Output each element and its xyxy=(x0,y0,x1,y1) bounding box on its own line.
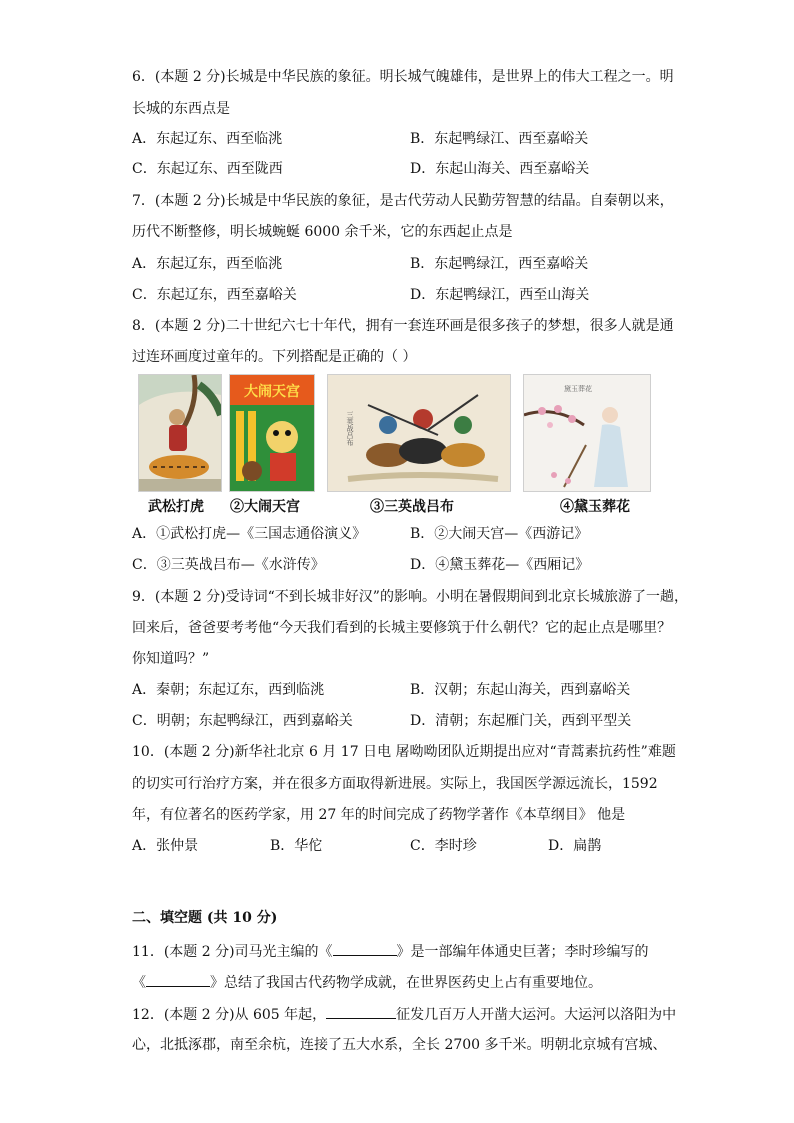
q11-stem-line2 xyxy=(132,972,602,992)
image-three-heroes xyxy=(327,374,511,492)
q11-blank-1[interactable] xyxy=(333,941,397,956)
q6-option-c[interactable]: C．东起辽东、西至陇西 xyxy=(132,161,283,177)
havoc-heaven-title: 大闹天宫 xyxy=(244,384,300,400)
q9-stem-line2: 回来后，爸爸要考考他“今天我们看到的长城主要修筑于什么朝代？它的起止点是哪里？ xyxy=(132,620,672,636)
q8-option-d[interactable]: D．④黛玉葬花—《西厢记》 xyxy=(410,557,590,573)
havoc-heaven-poster xyxy=(230,375,314,491)
q10-stem-line1: 10．(本题 2 分)新华社北京 6 月 17 日电 屠呦呦团队近期提出应对“青蒿素抗药性”难题 xyxy=(132,744,676,760)
caption-daiyu: ④黛玉葬花 xyxy=(560,499,630,515)
three-heroes-title: 三英战吕布 xyxy=(346,411,354,446)
q8-option-a[interactable]: A．①武松打虎—《三国志通俗演义》 xyxy=(132,526,367,542)
q7-option-d[interactable]: D．东起鸭绿江，西至山海关 xyxy=(410,287,590,303)
q7-stem-line1: 7．(本题 2 分)长城是中华民族的象征，是古代劳动人民勤劳智慧的结晶。自秦朝以来， xyxy=(132,193,674,209)
q10-stem-line3: 年，有位著名的医药学家，用 27 年的时间完成了药物学著作《本草纲目》 他是 xyxy=(132,807,626,823)
q10-stem-line2: 的切实可行治疗方案，并在很多方面取得新进展。实际上，我国医学源远流长，1592 xyxy=(132,776,658,792)
q9-option-d[interactable]: D．清朝；东起雁门关，西到平型关 xyxy=(410,713,632,729)
q8-option-b[interactable]: B．②大闹天宫—《西游记》 xyxy=(410,526,589,542)
image-havoc-heaven xyxy=(229,374,315,492)
q6-option-d[interactable]: D．东起山海关、西至嘉峪关 xyxy=(410,161,590,177)
q6-stem-line1: 6．(本题 2 分)长城是中华民族的象征。明长城气魄雄伟，是世界上的伟大工程之一。明 xyxy=(132,69,674,85)
q12-stem-line2: 心，北抵涿郡，南至余杭，连接了五大水系，全长 2700 多千米。明朝北京城有宫城、 xyxy=(132,1037,667,1053)
daiyu-flowers-title: 黛玉葬花 xyxy=(564,385,592,393)
q9-stem-line1: 9．(本题 2 分)受诗词“不到长城非好汉”的影响。小明在暑假期间到北京长城旅游了一趟， xyxy=(132,589,688,605)
q10-option-d[interactable]: D．扁鹊 xyxy=(548,838,602,854)
section-fill-blank-title: 二、填空题 (共 10 分) xyxy=(132,910,278,926)
caption-three-heroes: ③三英战吕布 xyxy=(370,499,454,515)
q11-text-part4: 》总结了我国古代药物学成就，在世界医药史上占有重要地位。 xyxy=(210,975,602,991)
q9-option-a[interactable]: A．秦朝；东起辽东，西到临洮 xyxy=(132,682,325,698)
image-daiyu-flowers xyxy=(523,374,651,492)
q12-text-part1: 12．(本题 2 分)从 605 年起， xyxy=(132,1007,327,1023)
q12-stem-line1 xyxy=(132,1004,676,1024)
q11-stem-line1 xyxy=(132,941,649,961)
q9-stem-line3: 你知道吗？” xyxy=(132,651,210,667)
wusong-tiger-illustration xyxy=(139,375,221,491)
q6-option-a[interactable]: A．东起辽东、西至临洮 xyxy=(132,131,283,147)
daiyu-flowers-painting xyxy=(524,375,650,491)
q12-blank-1[interactable] xyxy=(326,1004,396,1019)
image-wusong-tiger xyxy=(138,374,222,492)
q11-text-part1: 11．(本题 2 分)司马光主编的《 xyxy=(132,944,333,960)
caption-havoc-heaven: ②大闹天宫 xyxy=(230,499,300,515)
q8-stem-line2: 过连环画度过童年的。下列搭配是正确的（ ） xyxy=(132,349,417,365)
q7-option-c[interactable]: C．东起辽东，西至嘉峪关 xyxy=(132,287,297,303)
three-heroes-painting xyxy=(328,375,510,491)
q10-option-b[interactable]: B．华佗 xyxy=(270,838,323,854)
q11-text-part2: 》是一部编年体通史巨著；李时珍编写的 xyxy=(396,944,649,960)
q8-stem-line1: 8．(本题 2 分)二十世纪六七十年代，拥有一套连环画是很多孩子的梦想，很多人就是通 xyxy=(132,318,674,334)
q11-blank-2[interactable] xyxy=(146,972,210,987)
q6-stem-line2: 长城的东西点是 xyxy=(132,101,230,117)
q10-option-c[interactable]: C．李时珍 xyxy=(410,838,477,854)
q7-option-b[interactable]: B．东起鸭绿江，西至嘉峪关 xyxy=(410,256,589,272)
q6-option-b[interactable]: B．东起鸭绿江、西至嘉峪关 xyxy=(410,131,589,147)
q7-option-a[interactable]: A．东起辽东，西至临洮 xyxy=(132,256,283,272)
q10-option-a[interactable]: A．张仲景 xyxy=(132,838,199,854)
q8-option-c[interactable]: C．③三英战吕布—《水浒传》 xyxy=(132,557,325,573)
q11-text-part3: 《 xyxy=(132,975,146,991)
caption-wusong: 武松打虎 xyxy=(148,499,204,515)
q9-option-c[interactable]: C．明朝；东起鸭绿江，西到嘉峪关 xyxy=(132,713,353,729)
q7-stem-line2: 历代不断整修，明长城蜿蜒 6000 余千米，它的东西起止点是 xyxy=(132,224,513,240)
q12-text-part2: 征发几百万人开凿大运河。大运河以洛阳为中 xyxy=(396,1007,677,1023)
q9-option-b[interactable]: B．汉朝；东起山海关，西到嘉峪关 xyxy=(410,682,631,698)
